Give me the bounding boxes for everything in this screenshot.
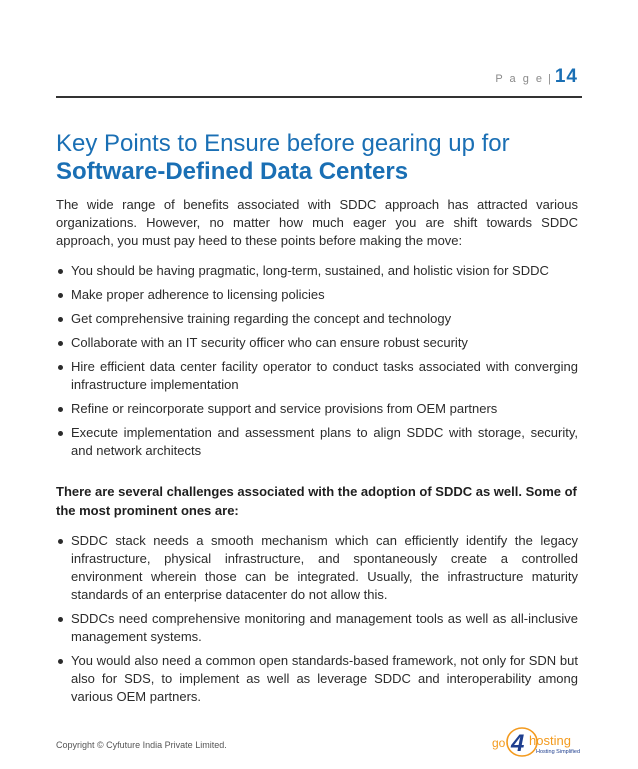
bullet-icon [58, 539, 63, 544]
list-item-text: Collaborate with an IT security officer who can ensure robust security [71, 335, 468, 350]
bullet-icon [58, 317, 63, 322]
bullet-icon [58, 365, 63, 370]
bullet-icon [58, 617, 63, 622]
bullet-icon [58, 659, 63, 664]
list-item [56, 532, 578, 604]
challenges-list [56, 532, 578, 706]
list-item-text: Get comprehensive training regarding the concept and technology [71, 311, 452, 326]
header-rule [56, 96, 582, 98]
list-item [56, 334, 578, 352]
list-item [56, 286, 578, 304]
list-item-text: SDDCs need comprehensive monitoring and management tools as well as all-inclusive management systems. [71, 611, 578, 644]
page-separator: | [548, 73, 551, 85]
list-item-text: SDDC stack needs a smooth mechanism which can efficiently identify the legacy infrastructure, physical infrastructure, and spontaneously create a controlled environment wherein those can be integrated. Usually, the infrastructure maturity standards of an enterprise datacenter do not allow this. [71, 533, 578, 602]
go4hosting-logo [492, 722, 588, 758]
logo-hosting: hosting [529, 733, 571, 748]
bullet-icon [58, 293, 63, 298]
key-points-list [56, 262, 578, 460]
bullet-icon [58, 341, 63, 346]
page-label [495, 66, 578, 88]
bullet-icon [58, 407, 63, 412]
list-item [56, 310, 578, 328]
list-item [56, 262, 578, 280]
list-item [56, 424, 578, 460]
intro-paragraph: The wide range of benefits associated with SDDC approach has attracted various organizations. However, no matter how much eager you are shift towards SDDC approach, you must pay heed to these points before making the move: [56, 197, 578, 248]
list-item [56, 610, 578, 646]
bullet-icon [58, 431, 63, 436]
list-item-text: Make proper adherence to licensing policies [71, 287, 325, 302]
page-number: 14 [554, 66, 578, 87]
list-item-text: You should be having pragmatic, long-term, sustained, and holistic vision for SDDC [71, 263, 549, 278]
logo-four: 4 [511, 730, 525, 757]
page-word: P a g e [495, 73, 544, 85]
logo-tagline: Hosting Simplified [536, 749, 581, 755]
title-line-2: Software-Defined Data Centers [56, 158, 409, 185]
title-line-1: Key Points to Ensure before gearing up for [56, 130, 510, 157]
logo-go: go [492, 736, 506, 750]
list-item-text: You would also need a common open standards-based framework, not only for SDN but also for SDS, to implement as well as leverage SDDC and interoperability among various OEM partners. [71, 653, 578, 704]
copyright-footer: Copyright © Cyfuture India Private Limited. [56, 740, 227, 750]
bullet-icon [58, 269, 63, 274]
list-item [56, 358, 578, 394]
list-item-text: Refine or reincorporate support and service provisions from OEM partners [71, 401, 498, 416]
list-item-text: Execute implementation and assessment plans to align SDDC with storage, security, and network architects [71, 425, 578, 458]
section-title [56, 130, 596, 186]
main-content [56, 196, 578, 712]
list-item-text: Hire efficient data center facility operator to conduct tasks associated with converging infrastructure implementation [71, 359, 578, 392]
list-item [56, 400, 578, 418]
challenges-heading: There are several challenges associated with the adoption of SDDC as well. Some of the most prominent ones are: [56, 484, 577, 518]
list-item [56, 652, 578, 706]
